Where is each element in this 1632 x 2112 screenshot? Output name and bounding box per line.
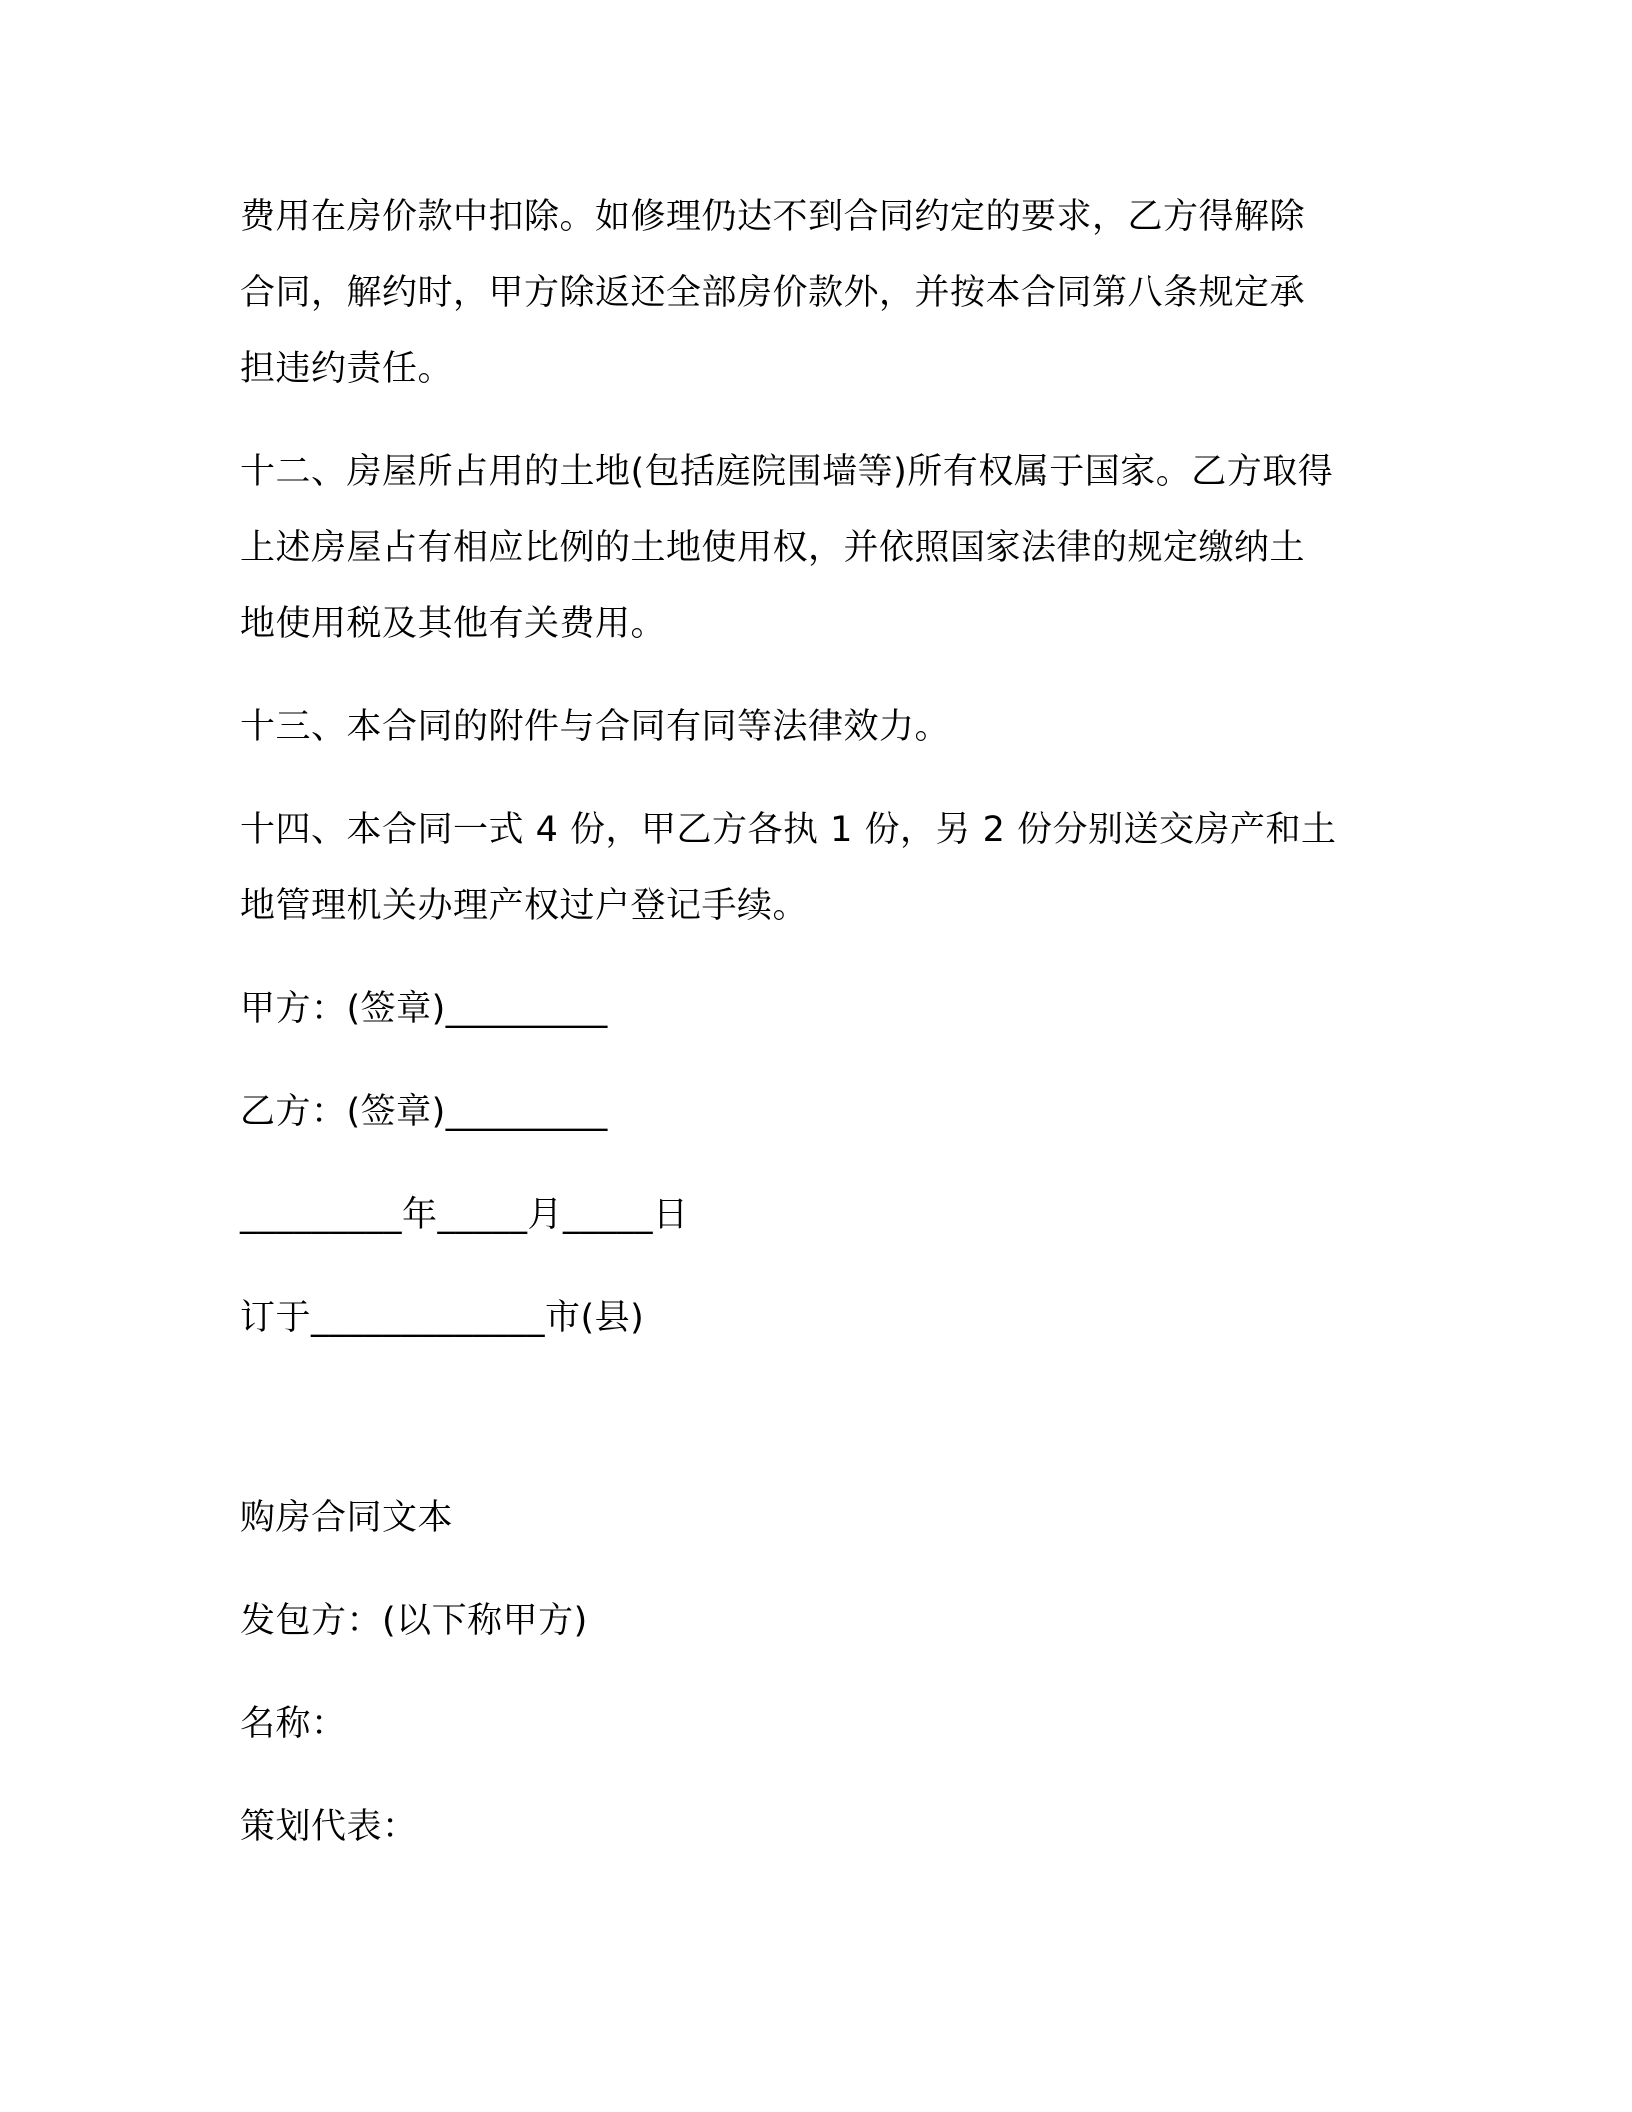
clause-11-line-1: 费用在房价款中扣除。如修理仍达不到合同约定的要求，乙方得解除 [240, 197, 1306, 237]
clause-12-line-2: 上述房屋占有相应比例的土地使用权，并依照国家法律的规定缴纳土 [240, 528, 1306, 568]
signing-place: 订于_____________市(县) [240, 1298, 645, 1338]
contractor-line: 发包方：(以下称甲方) [240, 1601, 588, 1641]
representative-line: 策划代表： [240, 1807, 418, 1847]
clause-13-line-1: 十三、本合同的附件与合同有同等法律效力。 [240, 707, 951, 747]
name-line: 名称： [240, 1704, 347, 1744]
clause-12-line-1: 十二、房屋所占用的土地(包括庭院围墙等)所有权属于国家。乙方取得 [240, 452, 1334, 492]
clause-11-line-3: 担违约责任。 [240, 349, 454, 389]
party-b-signature: 乙方：(签章)_________ [240, 1092, 608, 1132]
clause-12-line-3: 地使用税及其他有关费用。 [240, 604, 667, 644]
clause-14-line-2: 地管理机关办理产权过户登记手续。 [240, 886, 809, 926]
clause-14-line-1: 十四、本合同一式 4 份，甲乙方各执 1 份，另 2 份分别送交房产和土 [240, 810, 1337, 850]
clause-11-line-2: 合同，解约时，甲方除返还全部房价款外，并按本合同第八条规定承 [240, 273, 1306, 313]
signing-date: _________年_____月_____日 [240, 1195, 689, 1235]
second-contract-title: 购房合同文本 [240, 1498, 454, 1538]
party-a-signature: 甲方：(签章)_________ [240, 989, 608, 1029]
